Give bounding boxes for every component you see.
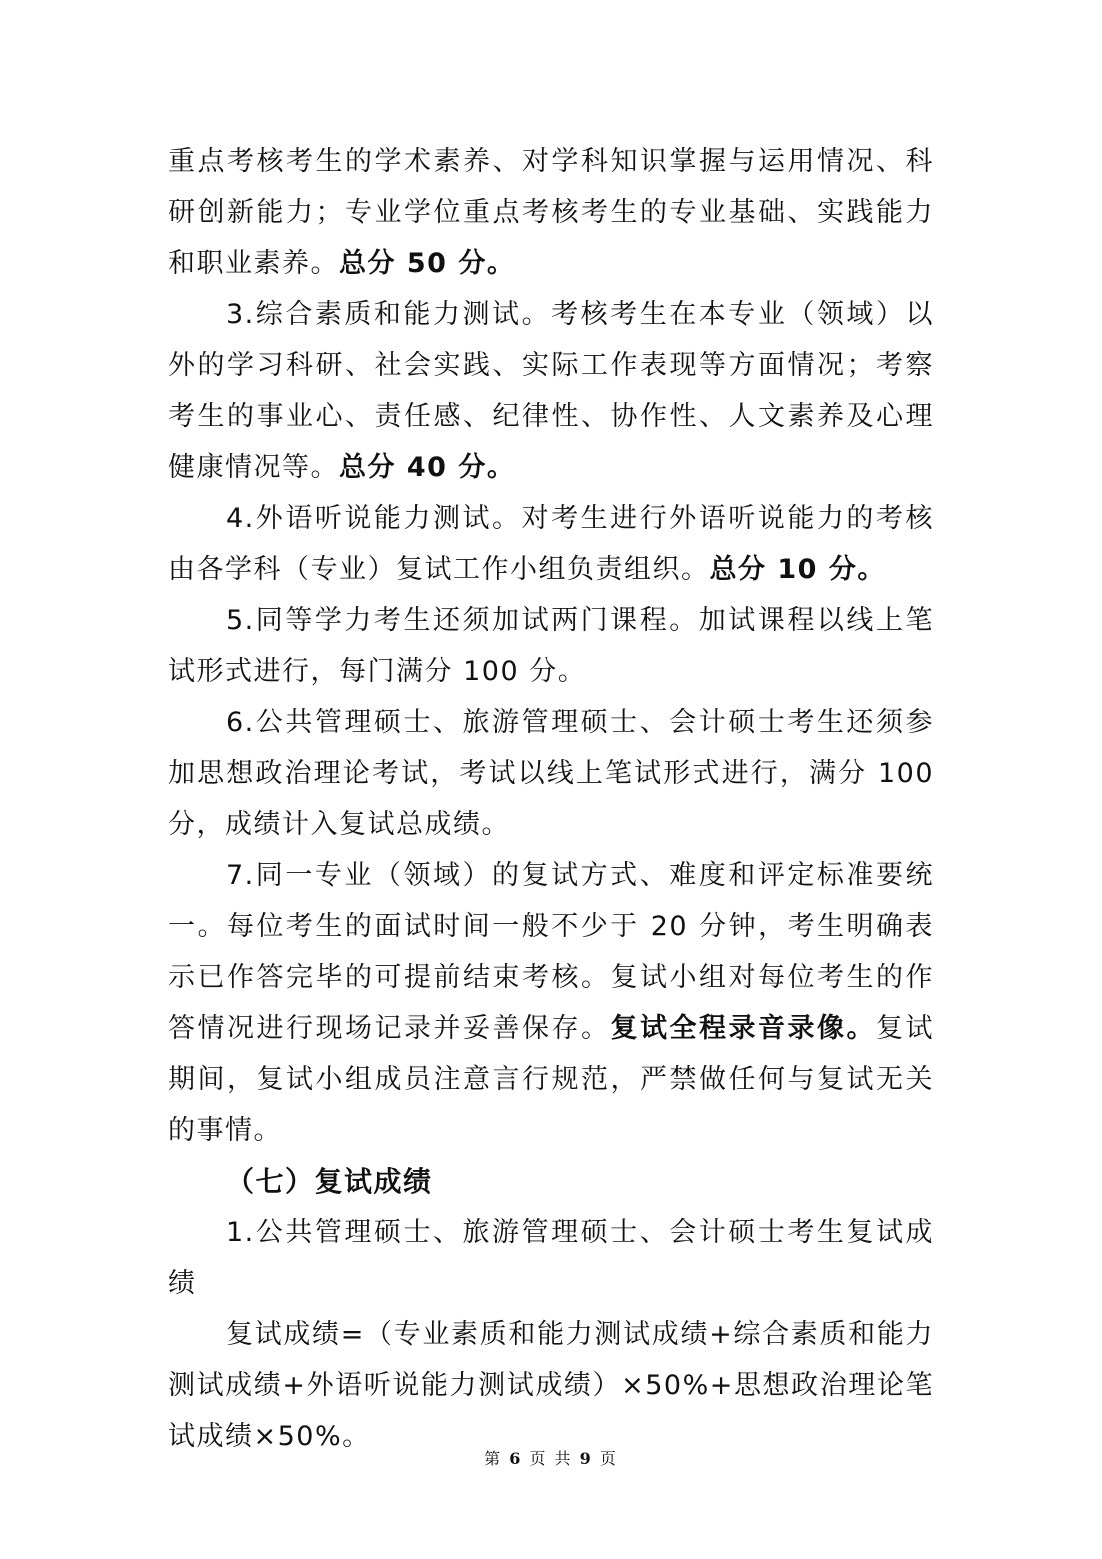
paragraph-text: 重点考核考生的学术素养、对学科知识掌握与运用情况、科研创新能力；专业学位重点考核考生的专业基础、实践能力和职业素养。 — [168, 146, 934, 279]
score-total-40: 总分 40 分。 — [339, 452, 516, 483]
paragraph-criteria-continued — [168, 136, 934, 289]
paragraph-item-3 — [168, 289, 934, 493]
paragraph-text: 5.同等学力考生还须加试两门课程。加试课程以线上笔试形式进行，每门满分 100 分。 — [168, 605, 934, 687]
footer-suffix: 页 — [599, 1449, 618, 1468]
footer-prefix: 第 — [484, 1449, 503, 1468]
paragraph-text: 6.公共管理硕士、旅游管理硕士、会计硕士考生还须参加思想政治理论考试，考试以线上笔试形式进行，满分 100 分，成绩计入复试总成绩。 — [168, 707, 934, 840]
paragraph-score-formula: 复试成绩=（专业素质和能力测试成绩+综合素质和能力测试成绩+外语听说能力测试成绩）×50%+思想政治理论笔试成绩×50%。 — [168, 1319, 934, 1452]
document-body — [168, 136, 934, 1462]
page-number: 6 — [509, 1449, 523, 1468]
paragraph-score-1: 1.公共管理硕士、旅游管理硕士、会计硕士考生复试成绩 — [168, 1217, 934, 1299]
score-total-10: 总分 10 分。 — [709, 554, 886, 585]
paragraph-item-4 — [168, 493, 934, 595]
paragraph-item-5 — [168, 595, 934, 697]
total-pages: 9 — [579, 1449, 593, 1468]
footer-middle: 页 共 — [529, 1449, 573, 1468]
paragraph-text: 3.综合素质和能力测试。考核考生在本专业（领域）以外的学习科研、社会实践、实际工作表现等方面情况；考察考生的事业心、责任感、纪律性、协作性、人文素养及心理健康情况等。 — [168, 299, 934, 483]
score-total-50: 总分 50 分。 — [339, 248, 516, 279]
page-footer — [0, 1446, 1102, 1469]
section-heading: （七）复试成绩 — [226, 1165, 433, 1198]
paragraph-text: 4.外语听说能力测试。对考生进行外语听说能力的考核由各学科（专业）复试工作小组负责组织。 — [168, 503, 934, 585]
paragraph-item-7 — [168, 850, 934, 1156]
paragraph-text: 复试期间，复试小组成员注意言行规范，严禁做任何与复试无关的事情。 — [168, 1013, 934, 1146]
recording-notice: 复试全程录音录像。 — [610, 1013, 876, 1044]
paragraph-item-6 — [168, 697, 934, 850]
paragraph-text: 7.同一专业（领域）的复试方式、难度和评定标准要统一。每位考生的面试时间一般不少于 20 分钟，考生明确表示已作答完毕的可提前结束考核。复试小组对每位考生的作答情况进行现场记录并妥善保存。 — [168, 860, 934, 1044]
